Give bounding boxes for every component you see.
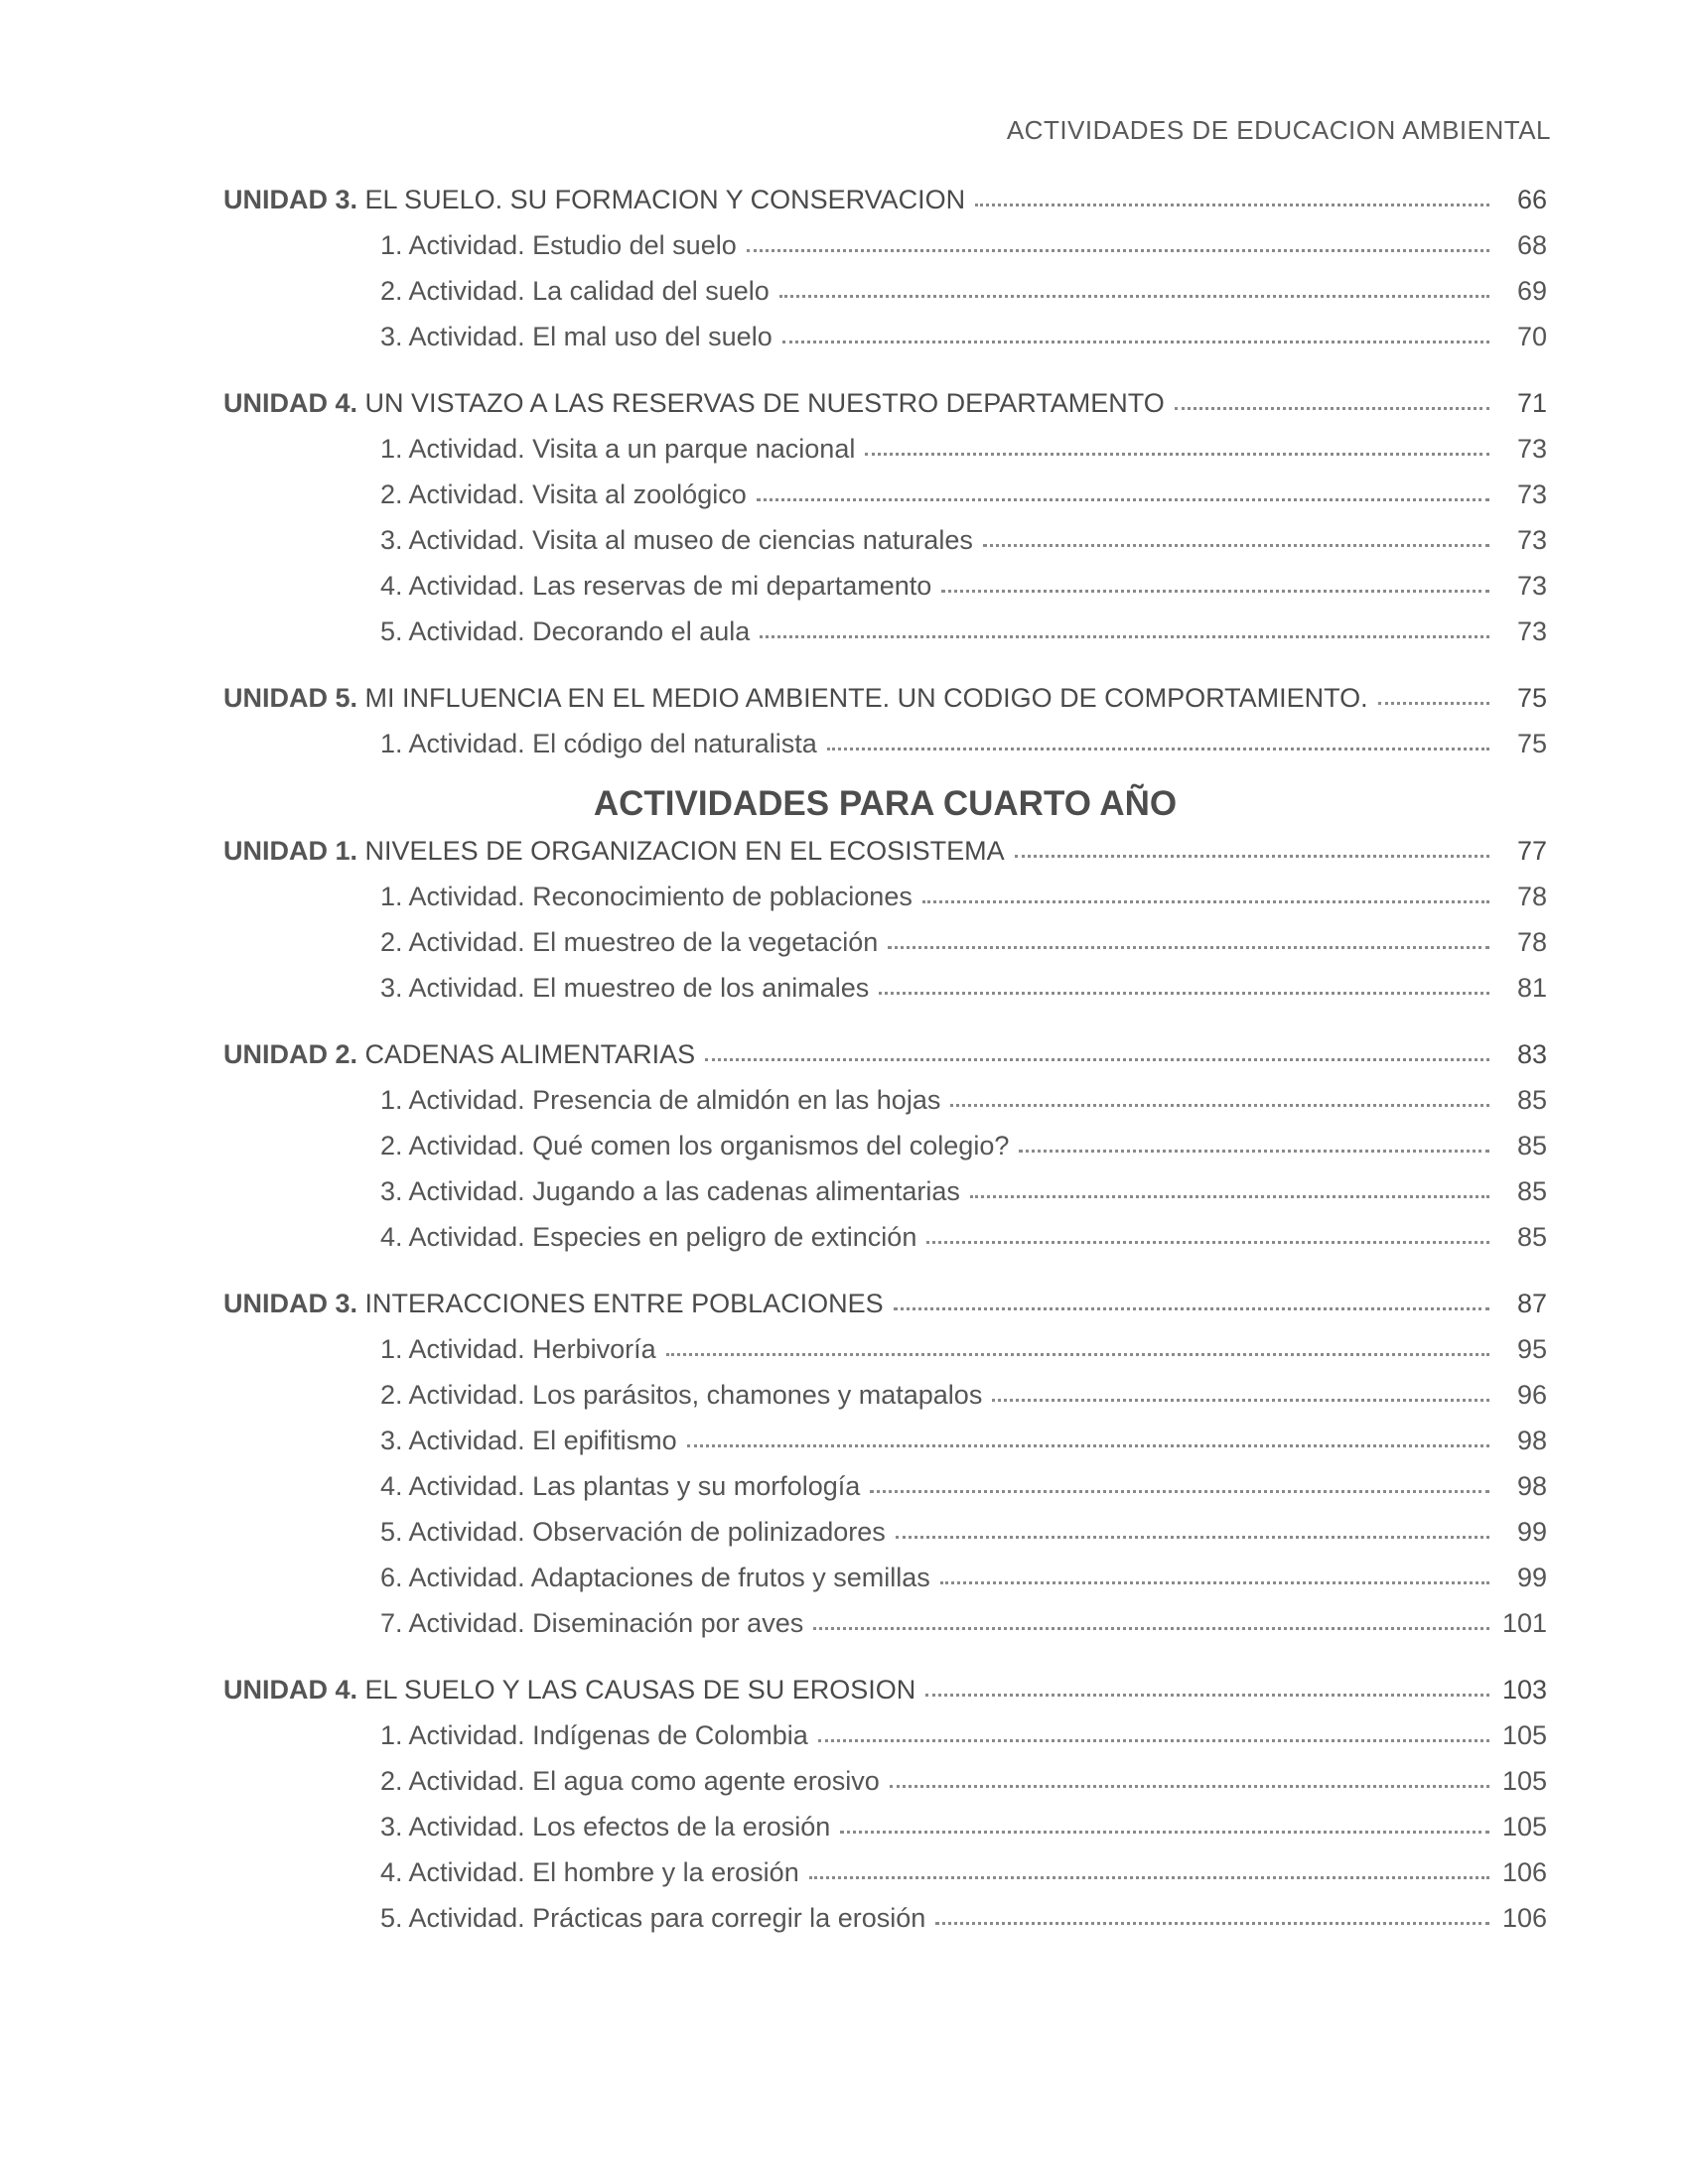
page-number: 73 (1516, 616, 1547, 646)
page-number: 68 (1516, 230, 1547, 260)
dot-leader (1175, 393, 1489, 410)
activity-title: 2. Actividad. Visita al zoológico (380, 479, 747, 509)
toc-activity-entry (223, 1471, 1547, 1517)
page-number: 70 (1516, 322, 1547, 351)
dot-leader (809, 1862, 1489, 1879)
activity-title: 3. Actividad. Jugando a las cadenas alimentarias (380, 1176, 960, 1206)
activity-title: 4. Actividad. Las plantas y su morfología (380, 1471, 861, 1501)
unit-number: UNIDAD 3. (223, 1289, 358, 1318)
running-header: ACTIVIDADES DE EDUCACION AMBIENTAL (1006, 115, 1551, 145)
dot-leader (827, 734, 1489, 751)
activity-title: 1. Actividad. El código del naturalista (380, 729, 817, 758)
toc-activity-entry (223, 927, 1547, 973)
dot-leader (950, 1090, 1489, 1107)
dot-leader (888, 932, 1489, 949)
dot-leader (760, 621, 1489, 638)
page-number: 69 (1516, 276, 1547, 306)
activity-title: 2. Actividad. La calidad del suelo (380, 276, 770, 306)
toc-activity-entry (223, 1222, 1547, 1268)
page-number: 73 (1516, 479, 1547, 509)
toc-activity-entry (223, 1380, 1547, 1426)
page-number: 85 (1516, 1085, 1547, 1115)
unit-title: UN VISTAZO A LAS RESERVAS DE NUESTRO DEPARTAMENTO (364, 388, 1165, 418)
dot-leader (940, 1568, 1489, 1584)
dot-leader (870, 1476, 1489, 1493)
activity-title: 2. Actividad. Qué comen los organismos del colegio? (380, 1131, 1010, 1160)
dot-leader (879, 978, 1489, 995)
unit-title: NIVELES DE ORGANIZACION EN EL ECOSISTEMA (364, 836, 1005, 866)
activity-title: 3. Actividad. Los efectos de la erosión (380, 1812, 831, 1842)
toc-activity-entry (223, 1426, 1547, 1471)
page-number: 85 (1516, 1222, 1547, 1252)
unit-number: UNIDAD 4. (223, 388, 358, 418)
activity-title: 4. Actividad. Especies en peligro de extinción (380, 1222, 917, 1252)
toc-activity-entry (223, 1857, 1547, 1903)
unit-heading (223, 836, 1005, 867)
activity-title: 6. Actividad. Adaptaciones de frutos y semillas (380, 1563, 930, 1592)
dot-leader (666, 1339, 1489, 1356)
toc-activity-entry (223, 729, 1547, 774)
toc-activity-entry (223, 1176, 1547, 1222)
toc-unit-entry (223, 1289, 1547, 1334)
activity-title: 1. Actividad. Estudio del suelo (380, 230, 737, 260)
toc-activity-entry (223, 1517, 1547, 1563)
page-number: 95 (1516, 1334, 1547, 1364)
activity-title: 1. Actividad. Indígenas de Colombia (380, 1720, 808, 1750)
page-number: 99 (1516, 1563, 1547, 1592)
dot-leader (705, 1044, 1489, 1061)
dot-leader (865, 439, 1489, 456)
activity-title: 5. Actividad. Decorando el aula (380, 616, 751, 646)
unit-heading (223, 185, 965, 215)
toc-unit-entry (223, 185, 1547, 230)
unit-heading (223, 1039, 695, 1070)
dot-leader (779, 281, 1489, 298)
toc-unit-entry (223, 1039, 1547, 1085)
activity-title: 2. Actividad. El agua como agente erosivo (380, 1766, 880, 1796)
toc-activity-entry (223, 1608, 1547, 1654)
page-number: 103 (1501, 1675, 1547, 1705)
page-number: 101 (1501, 1608, 1547, 1638)
page-number: 87 (1516, 1289, 1547, 1318)
activity-title: 4. Actividad. Las reservas de mi departamento (380, 571, 932, 601)
unit-heading (223, 1289, 884, 1319)
section-spacer (223, 367, 1547, 388)
dot-leader (926, 1227, 1489, 1244)
page-number: 78 (1516, 882, 1547, 911)
page-number: 106 (1501, 1903, 1547, 1933)
page-number: 73 (1516, 571, 1547, 601)
dot-leader (941, 576, 1489, 593)
page-number: 96 (1516, 1380, 1547, 1410)
activity-title: 2. Actividad. El muestreo de la vegetación (380, 927, 879, 957)
page-number: 75 (1516, 729, 1547, 758)
page-number: 99 (1516, 1517, 1547, 1547)
unit-number: UNIDAD 3. (223, 185, 358, 214)
toc-unit-entry (223, 388, 1547, 434)
page-number: 85 (1516, 1131, 1547, 1160)
activity-title: 1. Actividad. Presencia de almidón en las hojas (380, 1085, 941, 1115)
activity-title: 2. Actividad. Los parásitos, chamones y matapalos (380, 1380, 983, 1410)
dot-leader (970, 1181, 1489, 1198)
section-spacer (223, 662, 1547, 683)
activity-title: 1. Actividad. Visita a un parque nacional (380, 434, 856, 464)
activity-title: 3. Actividad. El epifitismo (380, 1426, 677, 1455)
toc-activity-entry (223, 882, 1547, 927)
activity-title: 1. Actividad. Herbivoría (380, 1334, 656, 1364)
unit-heading (223, 683, 1368, 714)
activity-title: 1. Actividad. Reconocimiento de poblaciones (380, 882, 913, 911)
unit-title: MI INFLUENCIA EN EL MEDIO AMBIENTE. UN CODIGO DE COMPORTAMIENTO. (364, 683, 1368, 713)
toc-activity-entry (223, 525, 1547, 571)
section-spacer (223, 1654, 1547, 1675)
page-number: 105 (1501, 1720, 1547, 1750)
toc-activity-entry (223, 1085, 1547, 1131)
dot-leader (813, 1613, 1489, 1630)
toc-activity-entry (223, 1903, 1547, 1949)
page-number: 105 (1501, 1766, 1547, 1796)
page-number: 75 (1516, 683, 1547, 713)
dot-leader (890, 1771, 1489, 1788)
page-number: 81 (1516, 973, 1547, 1003)
page-number: 98 (1516, 1426, 1547, 1455)
dot-leader (1378, 688, 1489, 705)
dot-leader (992, 1385, 1489, 1402)
page-number: 73 (1516, 525, 1547, 555)
activity-title: 3. Actividad. El mal uso del suelo (380, 322, 773, 351)
unit-heading (223, 1675, 915, 1706)
dot-leader (1019, 1136, 1489, 1153)
unit-number: UNIDAD 2. (223, 1039, 358, 1069)
unit-title: CADENAS ALIMENTARIAS (364, 1039, 696, 1069)
dot-leader (782, 327, 1489, 343)
page-number: 85 (1516, 1176, 1547, 1206)
unit-title: EL SUELO Y LAS CAUSAS DE SU EROSION (364, 1675, 916, 1705)
page-number: 71 (1516, 388, 1547, 418)
unit-heading (223, 388, 1165, 419)
section-spacer (223, 1268, 1547, 1289)
page-number: 73 (1516, 434, 1547, 464)
toc-activity-entry (223, 1720, 1547, 1766)
toc-activity-entry (223, 230, 1547, 276)
toc-activity-entry (223, 1131, 1547, 1176)
unit-title: INTERACCIONES ENTRE POBLACIONES (364, 1289, 884, 1318)
activity-title: 5. Actividad. Prácticas para corregir la erosión (380, 1903, 926, 1933)
page-number: 106 (1501, 1857, 1547, 1887)
dot-leader (818, 1725, 1489, 1742)
page-number: 77 (1516, 836, 1547, 866)
toc-unit-entry (223, 1675, 1547, 1720)
toc-activity-entry (223, 1334, 1547, 1380)
activity-title: 3. Actividad. El muestreo de los animales (380, 973, 870, 1003)
dot-leader (935, 1908, 1489, 1925)
activity-title: 7. Actividad. Diseminación por aves (380, 1608, 804, 1638)
dot-leader (894, 1294, 1489, 1310)
section-spacer (223, 1019, 1547, 1039)
dot-leader (896, 1522, 1489, 1539)
unit-title: EL SUELO. SU FORMACION Y CONSERVACION (364, 185, 966, 214)
page-number: 83 (1516, 1039, 1547, 1069)
dot-leader (757, 484, 1489, 501)
unit-number: UNIDAD 4. (223, 1675, 358, 1705)
toc-activity-entry (223, 276, 1547, 322)
dot-leader (975, 190, 1489, 206)
toc-activity-entry (223, 973, 1547, 1019)
unit-number: UNIDAD 1. (223, 836, 358, 866)
toc-activity-entry (223, 1812, 1547, 1857)
toc-unit-entry (223, 836, 1547, 882)
dot-leader (925, 1680, 1489, 1697)
section-heading: ACTIVIDADES PARA CUARTO AÑO (593, 784, 1178, 823)
toc-activity-entry (223, 479, 1547, 525)
page-number: 98 (1516, 1471, 1547, 1501)
unit-number: UNIDAD 5. (223, 683, 358, 713)
toc-unit-entry (223, 683, 1547, 729)
toc-activity-entry (223, 322, 1547, 367)
dot-leader (747, 235, 1489, 252)
table-of-contents (223, 185, 1547, 1949)
toc-activity-entry (223, 1563, 1547, 1608)
activity-title: 5. Actividad. Observación de polinizadores (380, 1517, 886, 1547)
dot-leader (922, 887, 1489, 903)
toc-activity-entry (223, 434, 1547, 479)
activity-title: 3. Actividad. Visita al museo de ciencias naturales (380, 525, 973, 555)
dot-leader (687, 1431, 1489, 1447)
page-number: 78 (1516, 927, 1547, 957)
page-number: 105 (1501, 1812, 1547, 1842)
activity-title: 4. Actividad. El hombre y la erosión (380, 1857, 799, 1887)
toc-activity-entry (223, 1766, 1547, 1812)
toc-activity-entry (223, 616, 1547, 662)
dot-leader (1015, 841, 1489, 858)
dot-leader (840, 1817, 1489, 1834)
toc-activity-entry (223, 571, 1547, 616)
dot-leader (983, 530, 1489, 547)
page-number: 66 (1516, 185, 1547, 214)
